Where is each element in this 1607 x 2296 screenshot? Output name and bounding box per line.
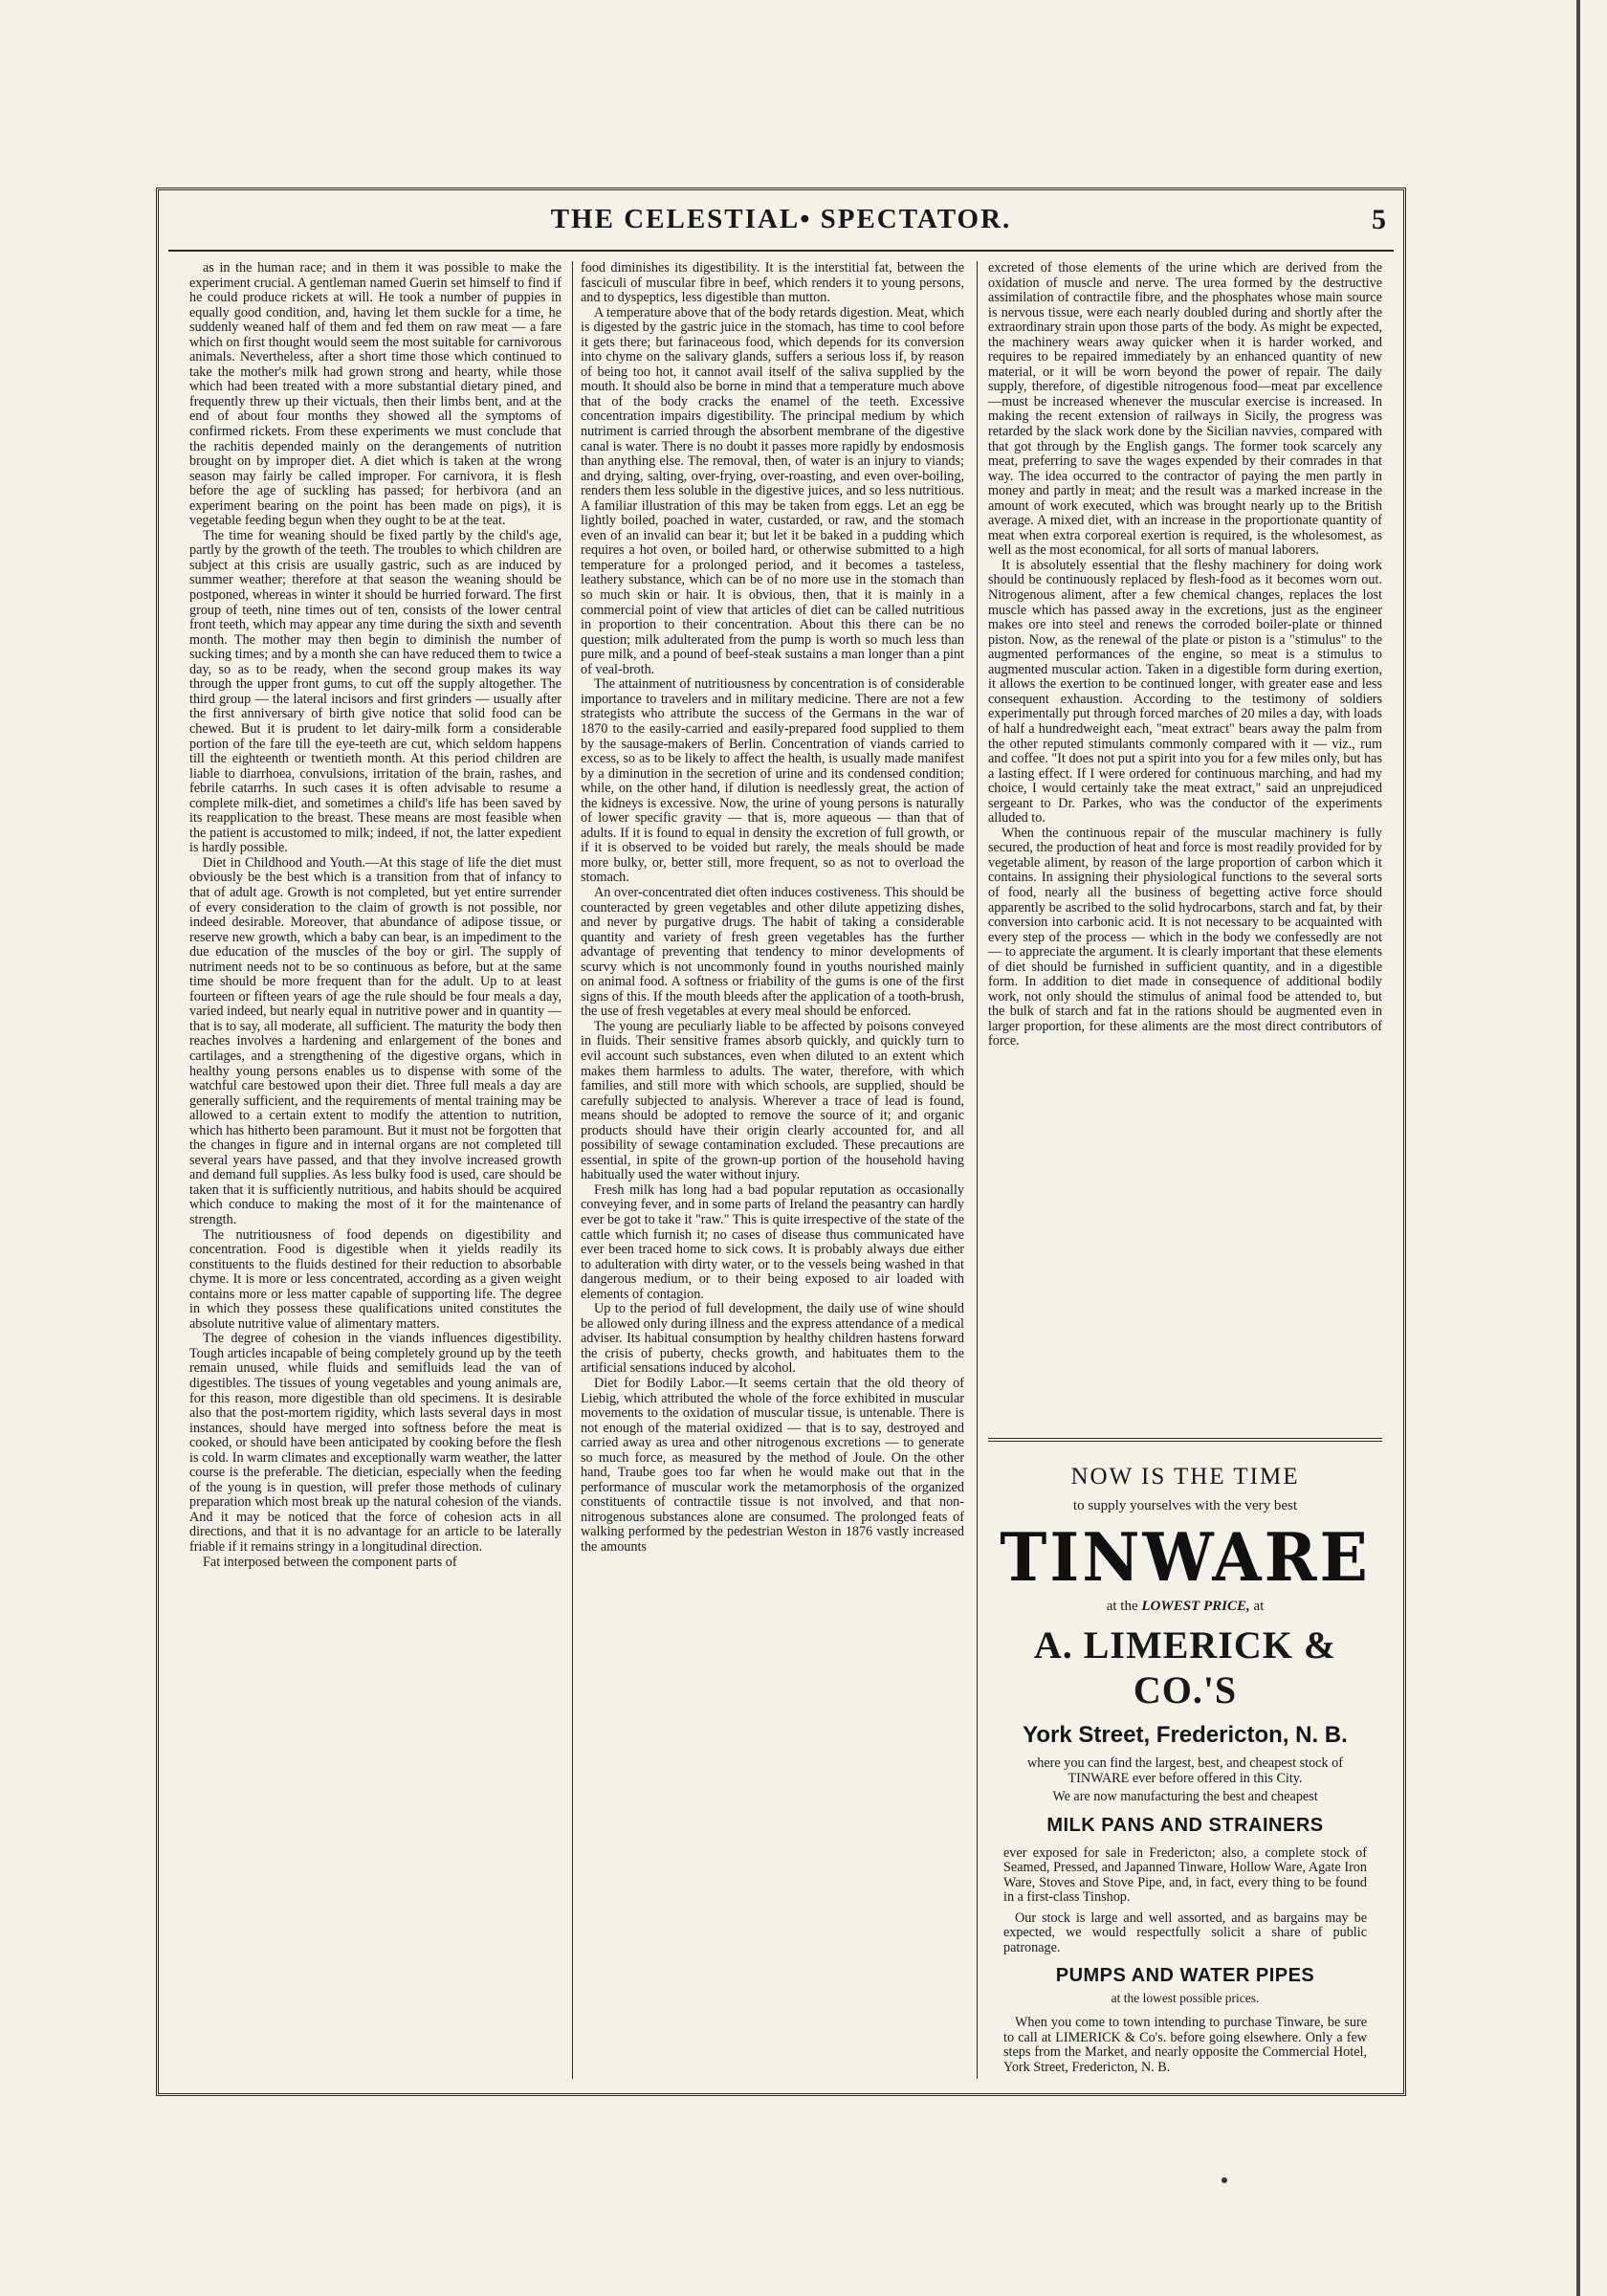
tinware-advertisement [988,1446,1382,2075]
paragraph: The attainment of nutritiousness by concentration is of considerable importance to travelers and in military medicine. There are not a few strategists who attribute the success of the Germans in the war of 1870 to the easily-carried and easily-prepared food supplied to them by the sausage-makers of Berlin. Concentration of viands carried to excess, so as to be likely to affect the health, is usually made manifest by a diminution in the secretion of urine and its condensed condition; while, on the other hand, if dilution is needlessly great, the action of the kidneys is excessive. Now, the urine of young persons is naturally of lower specific gravity — that is, more aqueous — than that of adults. If it is found to equal in density the excretion of full growth, or if it is observed to be voided but rarely, the meals should be made more bulky, or, better still, more frequent, so as not to overload the stomach. [581,676,964,886]
ad-para: ever exposed for sale in Fredericton; also, a complete stock of Seamed, Pressed, and Japanned Tinware, Hollow Ware, Agate Iron Ware, Stoves and Stove Pipe, and, in fact, every thing to be found in a first-class Tinshop. [1003,1844,1367,1905]
ad-body [1003,2016,1367,2075]
paragraph: excreted of those elements of the urine which are derived from the oxidation of muscle and nerve. The urea formed by the destructive assimilation of contractile fibre, and the phosphates whose main source is nervous tissue, were each nearly doubled during and shortly after the extraordinary strain upon those parts of the body. As might be expected, the machinery wears away quicker when it is harder worked, and requires to be repaired immediately by an enhanced quantity of new material, or it will be worn beyond the power of repair. The daily supply, therefore, of digestible nitrogenous food—meat par excellence—must be increased whenever the muscular exercise is increased. In making the recent extension of railways in Sicily, the progress was retarded by the slack work done by the Sicilian navvies, compared with that got through by the English gangs. The former took scarcely any meat, preferring to save the wages expended by their comrades in that way. The idea occurred to the contractor of paying the men partly in money and partly in meat; and the result was a marked increase in the amount of work executed, which was brought nearly up to the British average. A mixed diet, with an increase in the proportionate quantity of meat when extra corporeal exertion is required, is the wholesomest, as well as the most economical, for all sorts of manual laborers. [988,261,1382,559]
paragraph: Diet in Childhood and Youth.—At this stage of life the diet must obviously be the best which is a transition from that of infancy to that of adult age. Growth is not completed, but yet entire surrender of every consideration to the claim of growth is not possible, nor indeed desirable. Moreover, that abundance of adipose tissue, or reserve new growth, which a baby can bear, is an impediment to the due education of the muscles of the boy or girl. The supply of nutriment needs not to be so continuous as before, but at the same time should be more frequent than for the adult. Up to at least fourteen or fifteen years of age the rule should be four meals a day, varied indeed, but nearly equal in nutritive power and in quantity — that is to say, all moderate, all sufficient. The maturity the body then reaches involves a hardening and enlargement of the bones and cartilages, and a strengthening of the digestive organs, which in healthy young persons enables us to dispense with some of the watchful care bestowed upon their diet. Three full meals a day are generally sufficient, and the requirements of mental training may be allowed to a certain extent to modify the attention to nutrition, which has hitherto been paramount. But it must not be forgotten that the changes in figure and in internal organs are not completed till several years have passed, and that they involve increased growth and demand full supplies. As less bulky food is used, care should be taken that it is sufficiently nutritious, and habits should be acquired which conduce to making the most of it for the maintenance of strength. [189,854,561,1227]
ad-para: We are now manufacturing the best and cheapest [1052,1789,1318,1804]
paragraph: The time for weaning should be fixed partly by the child's age, partly by the growth of the teeth. The troubles to which children are subject at this crisis are usually gastric, such as are induced by summer weather; therefore at that season the weaning should be postponed, whereas in winter it should be hurried forward. The first group of teeth, nine times out of ten, consists of the lower central front teeth, which may appear any time during the sixth and seventh month. The mother may then begin to diminish the number of sucking times; and by a month she can have reduced them to twice a day, so as to be ready, when the second group makes its way through the upper front gums, to cut off the supply altogether. The third group — the lateral incisors and first grinders — usually after the first anniversary of birth give notice that solid food can be chewed. But it is prudent to let dairy-milk form a considerable portion of the fare till the eye-teeth are cut, which seldom happens till the eighteenth or twentieth month. At this period children are liable to diarrhoea, convulsions, irritation of the brain, rashes, and febrile catarrhs. In such cases it is often advisable to resume a complete milk-diet, and sometimes a child's life has been saved by its reapplication to the breast. These means are most feasible when the patient is accustomed to milk; indeed, if not, the latter expedient is hardly possible. [189,527,561,856]
scan-speck [1222,2177,1227,2183]
paragraph: Fat interposed between the component parts of [203,1554,457,1570]
paragraph: The young are peculiarly liable to be affected by poisons conveyed in fluids. Their sensitive frames absorb quickly, and quickly turn to evil account such substances, even when diluted to an extent which makes them harmless to adults. The water, therefore, with which families, and still more with which schools, are supplied, should be carefully subjected to analysis. Wherever a trace of lead is found, means should be adopted to remove the source of it; and organic products should have their origin clearly accounted for, and all possibility of sewage contamination excluded. These precautions are essential, in spite of the grown-up portion of the household having habitually used the water without injury. [581,1018,964,1183]
page-number: 5 [1372,204,1386,235]
column-divider [977,261,978,2079]
paragraph: It is absolutely essential that the fleshy machinery for doing work should be continuously replaced by flesh-food as it becomes worn out. Nitrogenous aliment, after a few chemical changes, replaces the lost muscle which has passed away in the excretions, just as the engineer makes ore into steel and renews the corroded boiler-plate or thinned piston. Now, as the renewal of the plate or piston is a "stimulus" to the augmented performances of the engine, so meat is a stimulus to augmented muscular action. Taken in a digestible form during exertion, it allows the exertion to be continued longer, with greater ease and less consequent exhaustion. According to the testimony of soldiers experimentally put through forced marches of 20 miles a day, with loads of half a hundredweight each, "meat extract" bears away the palm from the other reputed stimulants commonly compared with it — viz., rum and coffee. "It does not put a spirit into you for a few miles only, but has a lasting effect. If I were ordered for continuous marching, and had my choice, I would certainly take the meat extract," said an unprejudiced sergeant to Dr. Parkes, who was the conductor of the experiments alluded to. [988,557,1382,827]
ad-top-rule [988,1438,1382,1442]
masthead [159,204,1403,252]
paragraph: An over-concentrated diet often induces costiveness. This should be counteracted by green vegetables and other dilute appetizing dishes, and never by purgative drugs. The habit of taking a considerable quantity and variety of fresh green vegetables has the further advantage of preventing that tendency to minor developments of scurvy which is not uncommonly found in youths nourished mainly on animal food. A softness or friability of the gums is one of the first signs of this. If the mouth bleeds after the application of a tooth-brush, the use of fresh vegetables at every meal should be enforced. [581,884,964,1020]
price-post: at [1253,1599,1265,1614]
ad-feature-sub: at the lowest possible prices. [1111,1991,1260,2005]
price-emphasis: LOWEST PRICE, [1141,1599,1250,1614]
paragraph: food diminishes its digestibility. It is the interstitial fat, between the fasciculi of muscular fibre in beef, which renders it to young persons, and to dyspeptics, less digestible than mutton. [581,261,964,306]
ad-price-line [988,1599,1382,1615]
ad-para: When you come to town intending to purchase Tinware, be sure to call at LIMERICK & Co's. before going elsewhere. Only a few steps from the Market, and nearly opposite the Commercial Hotel, York Street, Fredericton, N. B. [1003,2015,1367,2075]
column-divider [572,261,573,2079]
ad-para: where you can find the largest, best, and cheapest stock of TINWARE ever before offered in this City. [1027,1755,1343,1786]
ad-feature: PUMPS AND WATER PIPES [1055,1965,1315,1986]
paragraph: The degree of cohesion in the viands influences digestibility. Tough articles incapable of being completely ground up by the teeth remain unused, while fluids and semifluids lead the van of digestibles. The tissues of young vegetables and young animals are, for this reason, more digestible than old specimens. It is desirable also that the post-mortem rigidity, which lasts several days in most instances, should have merged into softness before the meat is cooked, or should have been anticipated by cooking before the flesh is cold. In warm climates and exceptionally warm weather, the latter course is the preferable. The dietician, especially when the feeding of the young is in question, will prefer those methods of culinary preparation which most break up the natural cohesion of the viands. And it may be noticed that the force of cohesion acts in all directions, and that it is no advantage for an article to be laterally friable if it remains stringy in a longitudinal direction. [189,1331,561,1556]
ad-merchant: A. LIMERICK & CO.'S [1033,1623,1337,1711]
ad-body [1003,1846,1367,1956]
column-3 [988,261,1382,1430]
paragraph: A temperature above that of the body retards digestion. Meat, which is digested by the gastric juice in the stomach, has time to cool before it gets there; but farinaceous food, which depends for its conversion into chyme on the salivary glands, suffers a serious loss if, by reason of being too hot, it cannot avail itself of the saliva supplied by the mouth. It should also be borne in mind that a temperature much above that of the body cracks the enamel of the teeth. Excessive concentration impairs digestibility. The principal medium by which nutriment is carried through the absorbent membrane of the digestive canal is water. There is no doubt it passes more rapidly by endosmosis than anything else. The removal, then, of water is an injury to viands; and drying, salting, over-frying, over-roasting, and even over-boiling, renders them less soluble in the digestive juices, and so less nutritious. A familiar illustration of this may be taken from eggs. Let an egg be lightly boiled, poached in water, custarded, or raw, and the stomach even of an invalid can bear it; but let it be baked in a pudding which requires a hot oven, or boiled hard, or otherwise submitted to a high temperature for a prolonged period, and it becomes a tasteless, leathery substance, which can be of no more use in the stomach than so much skin or hair. It is obvious, then, that it is mainly in a commercial point of view that articles of diet can be called nutritious in proportion to their concentration. About this there can be no question; milk adulterated from the pump is worth so much less than pure milk, and a pound of beef-steak sustains a man longer than a pint of veal-broth. [581,304,964,677]
ad-product: TINWARE [1000,1518,1371,1597]
paragraph: When the continuous repair of the muscular machinery is fully secured, the production of heat and force is most readily provided for by vegetable aliment, by reason of the large proportion of carbon which it contains. In assigning their physiological functions to the several sorts of food, nearly all the business of begetting active force should apparently be ascribed to the solid hydrocarbons, starch and fat, by their conversion into carbonic acid. It is not necessary to be acquainted with every step of the process — which in the body we confessedly are not — to appreciate the argument. It is clearly important that these elements of diet should be furnished in sufficient quantity, and in a digestible form. In addition to diet made in consequence of additional bodily work, not only should the stimulus of animal food be attended to, but the bulk of starch and fat in the rations should be augmented even in larger proportion, for these aliments are the most direct contributors of force. [988,825,1382,1049]
ad-headline: NOW IS THE TIME [1070,1464,1300,1490]
paragraph: Fresh milk has long had a bad popular reputation as occasionally conveying fever, and in some parts of Ireland the peasantry can hardly ever be got to take it "raw." This is quite irrespective of the state of the cattle which furnish it; no cases of disease thus communicated have ever been traced home to sick cows. It is probably always due either to adulteration with dirty water, or to the vessels being washed in that dangerous medium, or to their being exposed to air loaded with elements of contagion. [581,1181,964,1302]
ad-para: Our stock is large and well assorted, and as bargains may be expected, we would respectfully solicit a share of public patronage. [1003,1910,1367,1955]
paragraph: The nutritiousness of food depends on digestibility and concentration. Food is digestible when it yields readily its constituents to the fluids destined for their reduction to absorbable chyme. It is more or less concentrated, according as a given weight contains more or less matter capable of supporting life. The degree in which they possess these qualifications united constitutes the absolute nutritive value of alimentary matters. [189,1226,561,1332]
page-title: THE CELESTIAL• SPECTATOR. [550,204,1012,234]
ad-subline: to supply yourselves with the very best [1072,1498,1298,1513]
paragraph: Diet for Bodily Labor.—It seems certain that the old theory of Liebig, which attributed the whole of the force exhibited in muscular movements to the oxidation of muscular tissue, is untenable. There is not enough of the material oxidized — that is to say, destroyed and carried away as urea and other nitrogenous excretions — to generate so much force, as measured by the method of Joule. On the other hand, Traube goes too far when he would make out that in the performance of muscular work the metamorphosis of the organized constituents of contractile tissue is not involved, and that non-nitrogenous substances alone are consumed. The prolonged feats of walking performed by the pedestrian Weston in 1876 vastly increased the amounts [581,1376,964,1556]
scan-edge [1576,0,1580,2296]
price-pre: at the [1106,1599,1138,1614]
column-2 [581,261,964,2081]
column-1 [189,261,561,2081]
paragraph: Up to the period of full development, the daily use of wine should be allowed only during illness and the express attendance of a medical adviser. Its habitual consumption by healthy children hastens forward the crisis of puberty, checks growth, and habituates them to the artificial sensations induced by alcohol. [581,1301,964,1377]
paragraph: as in the human race; and in them it was possible to make the experiment crucial. A gentleman named Guerin set himself to find if he could produce rickets at will. He took a number of puppies in equally good condition, and, having let them suckle for a time, he suddenly weaned half of them and fed them on raw meat — a fare which on first thought would seem the most suitable for carnivorous animals. Nevertheless, after a short time those which continued to take the mother's milk had grown strong and hearty, while those which had been treated with a more substantial dietary pined, and frequently threw up their victuals, then their limbs bent, and at the end of about four months they showed all the symptoms of confirmed rickets. From these experiments we must conclude that the rachitis depended mainly on the derangements of nutrition brought on by improper diet. A diet which is taken at the wrong season may fairly be called improper. For carnivora, it is flesh before the age of suckling has passed; for herbivora (and an experiment bearing on the point has been made on pigs), it is vegetable feeding begun when they ought to be at the teat. [189,261,561,529]
header-rule [168,250,1394,252]
ad-address: York Street, Fredericton, N. B. [1023,1722,1348,1748]
ad-feature: MILK PANS AND STRAINERS [1046,1814,1324,1836]
page-frame [156,188,1406,2096]
